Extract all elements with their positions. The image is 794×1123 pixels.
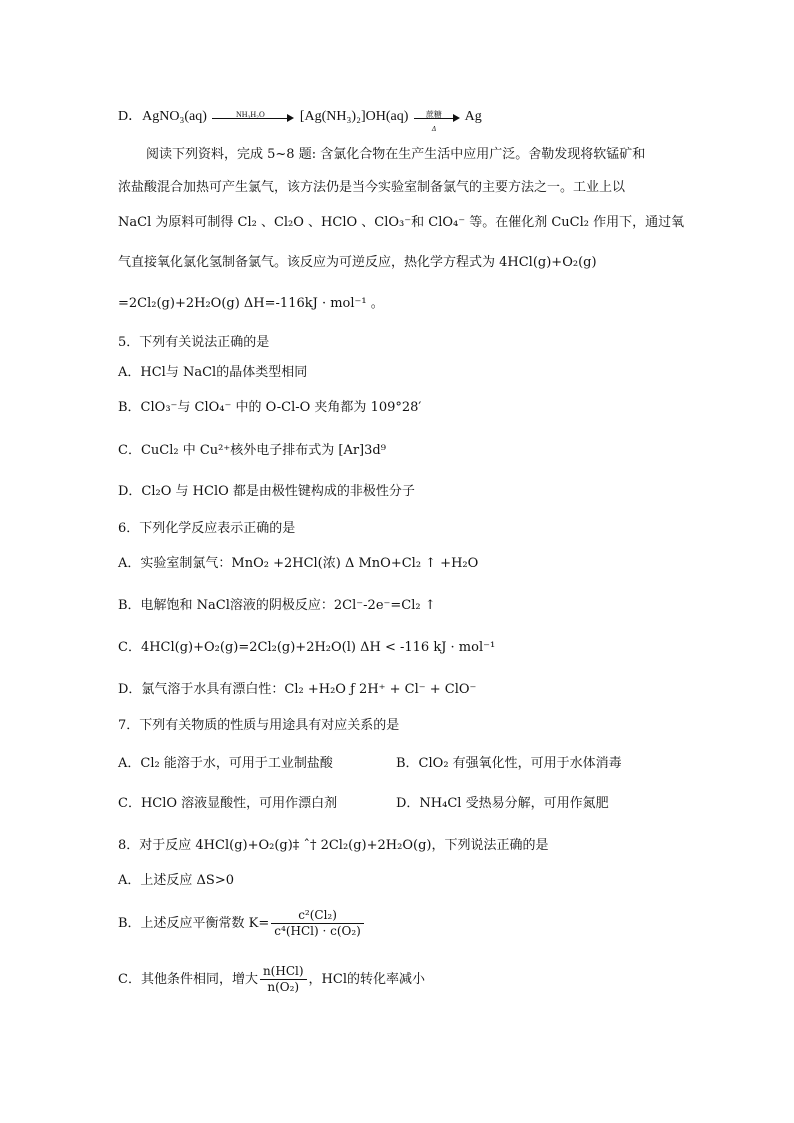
reading-line-4: 气直接氧化氯化氢制备氯气。该反应为可逆反应，热化学方程式为 4HCl(g)+O₂(g): [118, 255, 597, 270]
q7-option-c: C．HClO 溶液显酸性，可用作漂白剂: [118, 796, 338, 811]
q5-option-d: D．Cl₂O 与 HClO 都是由极性键构成的非极性分子: [118, 484, 415, 499]
equilibrium-constant-fraction: [271, 908, 364, 939]
arrow-condition: NH₃H₂O: [236, 109, 265, 119]
option-d-silver-mirror: [118, 108, 482, 133]
reaction-arrow-icon: [414, 109, 460, 133]
q6-option-b: B．电解饱和 NaCl溶液的阴极反应：2Cl⁻-2e⁻=Cl₂ ↑: [118, 598, 436, 613]
reading-line-5: =2Cl₂(g)+2H₂O(g) ΔH=-116kJ · mol⁻¹ 。: [118, 296, 384, 311]
arrow-condition: 蔗糖: [425, 109, 442, 119]
reading-line-2: 浓盐酸混合加热可产生氯气，该方法仍是当今实验室制备氯气的主要方法之一。工业上以: [118, 180, 626, 195]
q5-option-c: C．CuCl₂ 中 Cu²⁺核外电子排布式为 [Ar]3d⁹: [118, 443, 386, 458]
question-5-stem: 5．下列有关说法正确的是: [118, 335, 270, 350]
option-b-text: B．上述反应平衡常数 K=: [118, 916, 270, 931]
reading-line-1: 阅读下列资料，完成 5~8 题: 含氯化合物在生产生活中应用广泛。舍勒发现将软锰矿和: [146, 147, 646, 162]
q8-option-a: A．上述反应 ΔS>0: [118, 873, 234, 888]
reading-line-3: NaCl 为原料可制得 Cl₂ 、Cl₂O 、HClO 、ClO₃⁻和 ClO₄⁻ 等。在催化剂 CuCl₂ 作用下，通过氧: [118, 215, 685, 230]
q5-option-a: A．HCl与 NaCl的晶体类型相同: [118, 365, 308, 380]
q8-option-b: [118, 906, 366, 942]
q6-option-c: C．4HCl(g)+O₂(g)=2Cl₂(g)+2H₂O(l) ΔH < -116 kJ · mol⁻¹: [118, 640, 496, 655]
q7-option-a: A．Cl₂ 能溶于水，可用于工业制盐酸: [118, 756, 333, 771]
fraction-denominator: n(O₂): [267, 980, 300, 994]
option-c-text: C．其他条件相同，增大: [118, 972, 258, 987]
q8-option-c: [118, 962, 425, 998]
reaction-arrow-icon: [212, 110, 294, 124]
product: Ag: [464, 109, 482, 124]
q7-option-b: B．ClO₂ 有强氧化性，可用于水体消毒: [396, 756, 622, 771]
arrow-heat-condition: Δ: [431, 124, 436, 133]
fraction-numerator: n(HCl): [260, 964, 307, 980]
intermediate: [Ag(NH₃)₂]OH(aq): [299, 109, 409, 124]
reactant: AgNO₃(aq): [142, 109, 207, 124]
fraction-numerator: c²(Cl₂): [271, 908, 364, 924]
q5-option-b: B．ClO₃⁻与 ClO₄⁻ 中的 O-Cl-O 夹角都为 109°28′: [118, 400, 422, 415]
q6-option-a: A．实验室制氯气：MnO₂ +2HCl(浓) Δ MnO+Cl₂ ↑ +H₂O: [118, 556, 479, 571]
option-label: D．: [118, 109, 143, 124]
fraction-denominator: c⁴(HCl) · c(O₂): [274, 924, 361, 938]
q6-option-d: D．氯气溶于水具有漂白性：Cl₂ +H₂O ƒ 2H⁺ + Cl⁻ + ClO⁻: [118, 682, 477, 697]
option-c-suffix: ，HCl的转化率减小: [308, 972, 425, 987]
mole-ratio-fraction: [260, 964, 307, 995]
question-7-stem: 7．下列有关物质的性质与用途具有对应关系的是: [118, 718, 400, 733]
question-8-stem: 8．对于反应 4HCl(g)+O₂(g)‡ ˆ† 2Cl₂(g)+2H₂O(g)，下列说法正确的是: [118, 838, 549, 853]
q7-option-d: D．NH₄Cl 受热易分解，可用作氮肥: [396, 796, 609, 811]
question-6-stem: 6．下列化学反应表示正确的是: [118, 521, 296, 536]
